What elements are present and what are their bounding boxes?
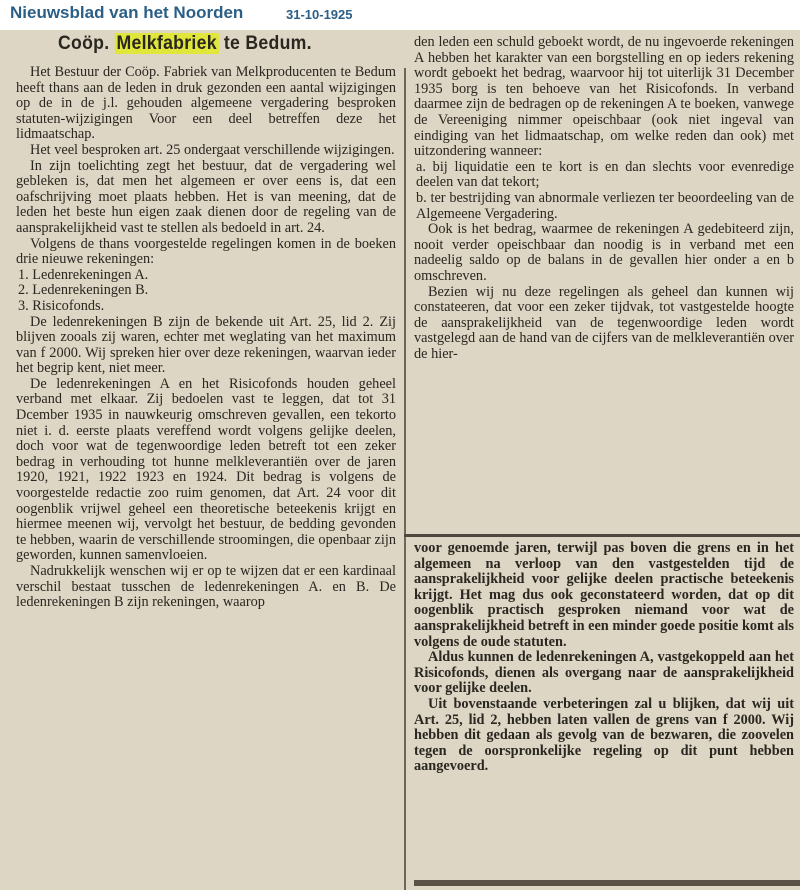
paragraph: Aldus kunnen de ledenrekeningen A, vastgekoppeld aan het Risicofonds, dienen als overgang naar de aansprakelijkheid voor gelijke deelen. xyxy=(414,649,794,697)
newspaper-name[interactable]: Nieuwsblad van het Noorden xyxy=(10,3,244,22)
clipping-header xyxy=(0,0,800,30)
list-item: 2. Ledenrekeningen B. xyxy=(18,282,149,299)
paragraph: Ook is het bedrag, waarmee de rekeningen A gedebiteerd zijn, nooit verder opeischbaar dan noodig is in verband met een nadeelig saldo op de balans in de gevallen hier onder a en b omschreven. xyxy=(414,221,794,284)
right-column-bottom xyxy=(414,541,794,851)
section-divider xyxy=(404,534,800,537)
newspaper-clipping xyxy=(0,30,800,890)
paragraph: Het Bestuur der Coöp. Fabriek van Melkproducenten te Bedum heeft thans aan de leden in druk gezonden een aantal wijzigingen op de in de j.l. gehouden algemeene vergadering besproken statuten-wijzigingen Voor een deel betreffen deze het lidmaatschap. xyxy=(16,64,396,143)
list-item: b. ter bestrijding van abnormale verliezen ter beoordeeling van de Algemeene Vergadering. xyxy=(416,189,794,222)
title-suffix: te Bedum. xyxy=(223,33,312,54)
list-item: 1. Ledenrekeningen A. xyxy=(18,266,149,283)
list-item: a. bij liquidatie een te kort is en dan slechts voor evenredige deelen van dat tekort; xyxy=(416,158,794,191)
list-item: 3. Risicofonds. xyxy=(18,297,105,314)
paragraph: voor genoemde jaren, terwijl pas boven die grens en in het algemeen na verloop van den vastgestelden tijd de aansprakelijkheid voor gelijke deelen practische beteekenis krijgt. Het mag dus ook geconstateerd worden, dat op dit oogenblik practisch gesproken niemand voor wat de aansprakelijkheid betreft in een minder goede positie komt als volgens de oude statuten. xyxy=(414,540,794,650)
paragraph: den leden een schuld geboekt wordt, de nu ingevoerde rekeningen A hebben het karakter van een borgstelling en op ieders rekening wordt geboekt het bedrag, waarvoor hij tot uiterlijk 31 December 1935 borg is ten behoeve van het Risicofonds. In verband daarmee zijn de bedragen op de rekeningen A te boeken, vanwege de Vereeniging nimmer opeischbaar (ook niet ingeval van eindiging van het lidmaatschap, om welke reden dan ook) met uitzondering wanneer: xyxy=(414,34,794,160)
paragraph: Uit bovenstaande verbeteringen zal u blijken, dat wij uit Art. 25, lid 2, hebben laten vallen de grens van f 2000. Wij hebben dit gedaan als gevolg van de bezwaren, die zoovelen tegen de oorspronkelijke regeling op dit punt hebben aangevoerd. xyxy=(414,695,794,775)
paragraph: De ledenrekeningen B zijn de bekende uit Art. 25, lid 2. Zij blijven zooals zij waren, echter met weglating van het maximum van f 2000. Wij spreken hier over deze rekeningen, waarvan ieder het begrip kent, niet meer. xyxy=(16,313,396,377)
right-column-top xyxy=(414,35,794,530)
paragraph: In zijn toelichting zegt het bestuur, dat de vergadering wel gebleken is, dat men het algemeen er over eens is, dat een oafschrijving moet plaats hebben. Het is van meening, dat de leden het beste hun eigen zaak dienen door de regeling van de aansprakelijkheid vast te stellen als bedoeld in art. 24. xyxy=(16,157,396,236)
paragraph: Bezien wij nu deze regelingen als geheel dan kunnen wij constateeren, dat voor een zeker tijdvak, tot vastgestelde hoogte de aansprakelijkheid van de tegenwoordige leden wordt vastgelegd aan de hand van de cijfers van de melkleverantiën over de hier- xyxy=(414,283,794,362)
paragraph: Nadrukkelijk wenschen wij er op te wijzen dat er een kardinaal verschil bestaat tusschen de ledenrekeningen A. en B. De ledenrekeningen B zijn rekeningen, waarop xyxy=(16,563,396,611)
article-title xyxy=(58,33,312,55)
left-column xyxy=(16,65,396,888)
title-highlight: Melkfabriek xyxy=(116,33,217,54)
bottom-rule xyxy=(414,880,800,886)
paragraph: Volgens de thans voorgestelde regelingen komen in de boeken drie nieuwe rekeningen: xyxy=(16,235,396,268)
column-divider xyxy=(404,68,406,890)
paragraph: Het veel besproken art. 25 ondergaat verschillende wijzigingen. xyxy=(30,141,395,158)
paragraph: De ledenrekeningen A en het Risicofonds houden geheel verband met elkaar. Zij bedoelen vast te leggen, dat tot 31 Dcember 1935 in nauwkeurig omschreven gevallen, een tekorto niet i. d. eerste plaats vereffend wordt volgens gelijke deelen, doch voor wat de tegenwoordige leden betreft tot een zeker bedrag in verhouding tot hunne melkleverantiën over de jaren 1920, 1921, 1922 1923 en 1924. Dit bedrag is volgens de voorgestelde redactie zoo ruim genomen, dat Art. 24 voor dit oogenblik vrijwel geheel een theoretische beteekenis krijgt en hiermee meenen wij, vervolgt het bestuur, de bedding gevonden te hebben, waarin de verschillende stroomingen, die openbaar zijn geworden, kunnen samenvloeien. xyxy=(16,375,396,564)
title-prefix: Coöp. xyxy=(58,33,110,54)
publication-date: 31-10-1925 xyxy=(286,7,353,22)
